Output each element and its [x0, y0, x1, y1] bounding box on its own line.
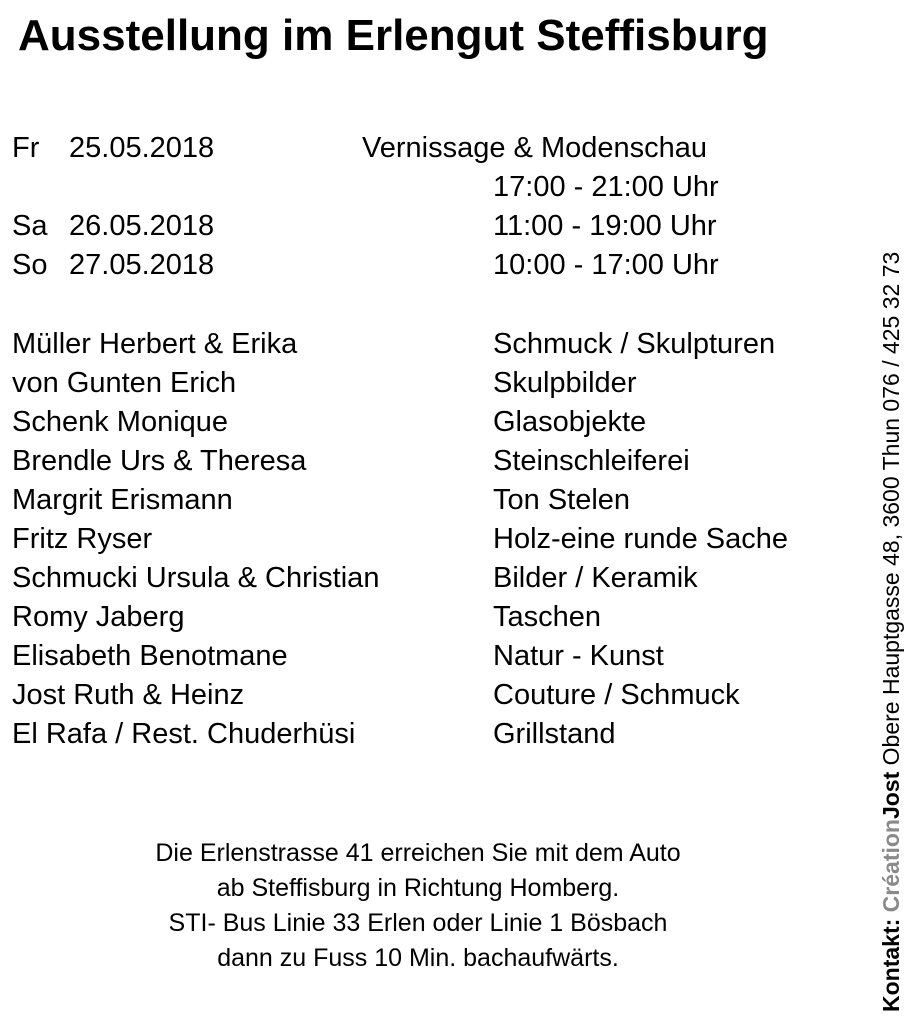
- exhibitor-name: von Gunten Erich: [12, 367, 237, 399]
- exhibitor-category: Glasobjekte: [493, 406, 647, 438]
- contact-address: Obere Hauptgasse 48, 3600 Thun 076 / 425 32 73: [878, 251, 904, 766]
- directions-line: STI- Bus Linie 33 Erlen oder Linie 1 Bösbach: [168, 909, 668, 937]
- brand-part-2: Jost: [878, 771, 904, 820]
- exhibitor-category: Schmuck / Skulpturen: [493, 328, 776, 360]
- exhibitor-name: Margrit Erismann: [12, 484, 233, 516]
- exhibitor-name: Schmucki Ursula & Christian: [12, 562, 380, 594]
- directions-block: [0, 836, 836, 976]
- exhibitor-name: Elisabeth Benotmane: [12, 640, 288, 672]
- directions-line: Die Erlenstrasse 41 erreichen Sie mit dem Auto: [155, 839, 681, 867]
- schedule-date-so: 27.05.2018: [69, 249, 215, 281]
- contact-label: Kontakt:: [878, 918, 904, 1012]
- brand-part-1: Création: [878, 819, 904, 913]
- exhibitor-category: Natur - Kunst: [493, 640, 664, 672]
- schedule-day-fr: Fr: [12, 132, 40, 164]
- directions-line: ab Steffisburg in Richtung Homberg.: [216, 874, 620, 902]
- exhibitor-name: Müller Herbert & Erika: [12, 328, 298, 360]
- contact-line: [878, 252, 904, 1012]
- schedule-day-sa: Sa: [12, 210, 48, 242]
- schedule-event-fr: Vernissage & Modenschau: [362, 132, 707, 164]
- exhibitor-category: Holz-eine runde Sache: [493, 523, 789, 555]
- exhibitor-category: Bilder / Keramik: [493, 562, 698, 594]
- page-title: Ausstellung im Erlengut Steffisburg: [18, 11, 769, 60]
- schedule-time-fr: 17:00 - 21:00 Uhr: [493, 171, 719, 203]
- exhibitor-category: Skulpbilder: [493, 367, 637, 399]
- exhibitor-name: El Rafa / Rest. Chuderhüsi: [12, 718, 356, 750]
- exhibitor-name: Romy Jaberg: [12, 601, 185, 633]
- schedule-date-fr: 25.05.2018: [69, 132, 215, 164]
- exhibitor-category: Ton Stelen: [493, 484, 631, 516]
- schedule-time-sa: 11:00 - 19:00 Uhr: [493, 210, 717, 242]
- exhibitor-name: Brendle Urs & Theresa: [12, 445, 307, 477]
- exhibitor-name: Fritz Ryser: [12, 523, 153, 555]
- exhibitor-name: Jost Ruth & Heinz: [12, 679, 245, 711]
- directions-line: dann zu Fuss 10 Min. bachaufwärts.: [217, 944, 619, 972]
- schedule-day-so: So: [12, 249, 48, 281]
- exhibitor-category: Steinschleiferei: [493, 445, 690, 477]
- exhibitor-category: Couture / Schmuck: [493, 679, 740, 711]
- schedule-date-sa: 26.05.2018: [69, 210, 215, 242]
- exhibitor-name: Schenk Monique: [12, 406, 229, 438]
- exhibitor-category: Grillstand: [493, 718, 616, 750]
- exhibitor-category: Taschen: [493, 601, 602, 633]
- schedule-time-so: 10:00 - 17:00 Uhr: [493, 249, 719, 281]
